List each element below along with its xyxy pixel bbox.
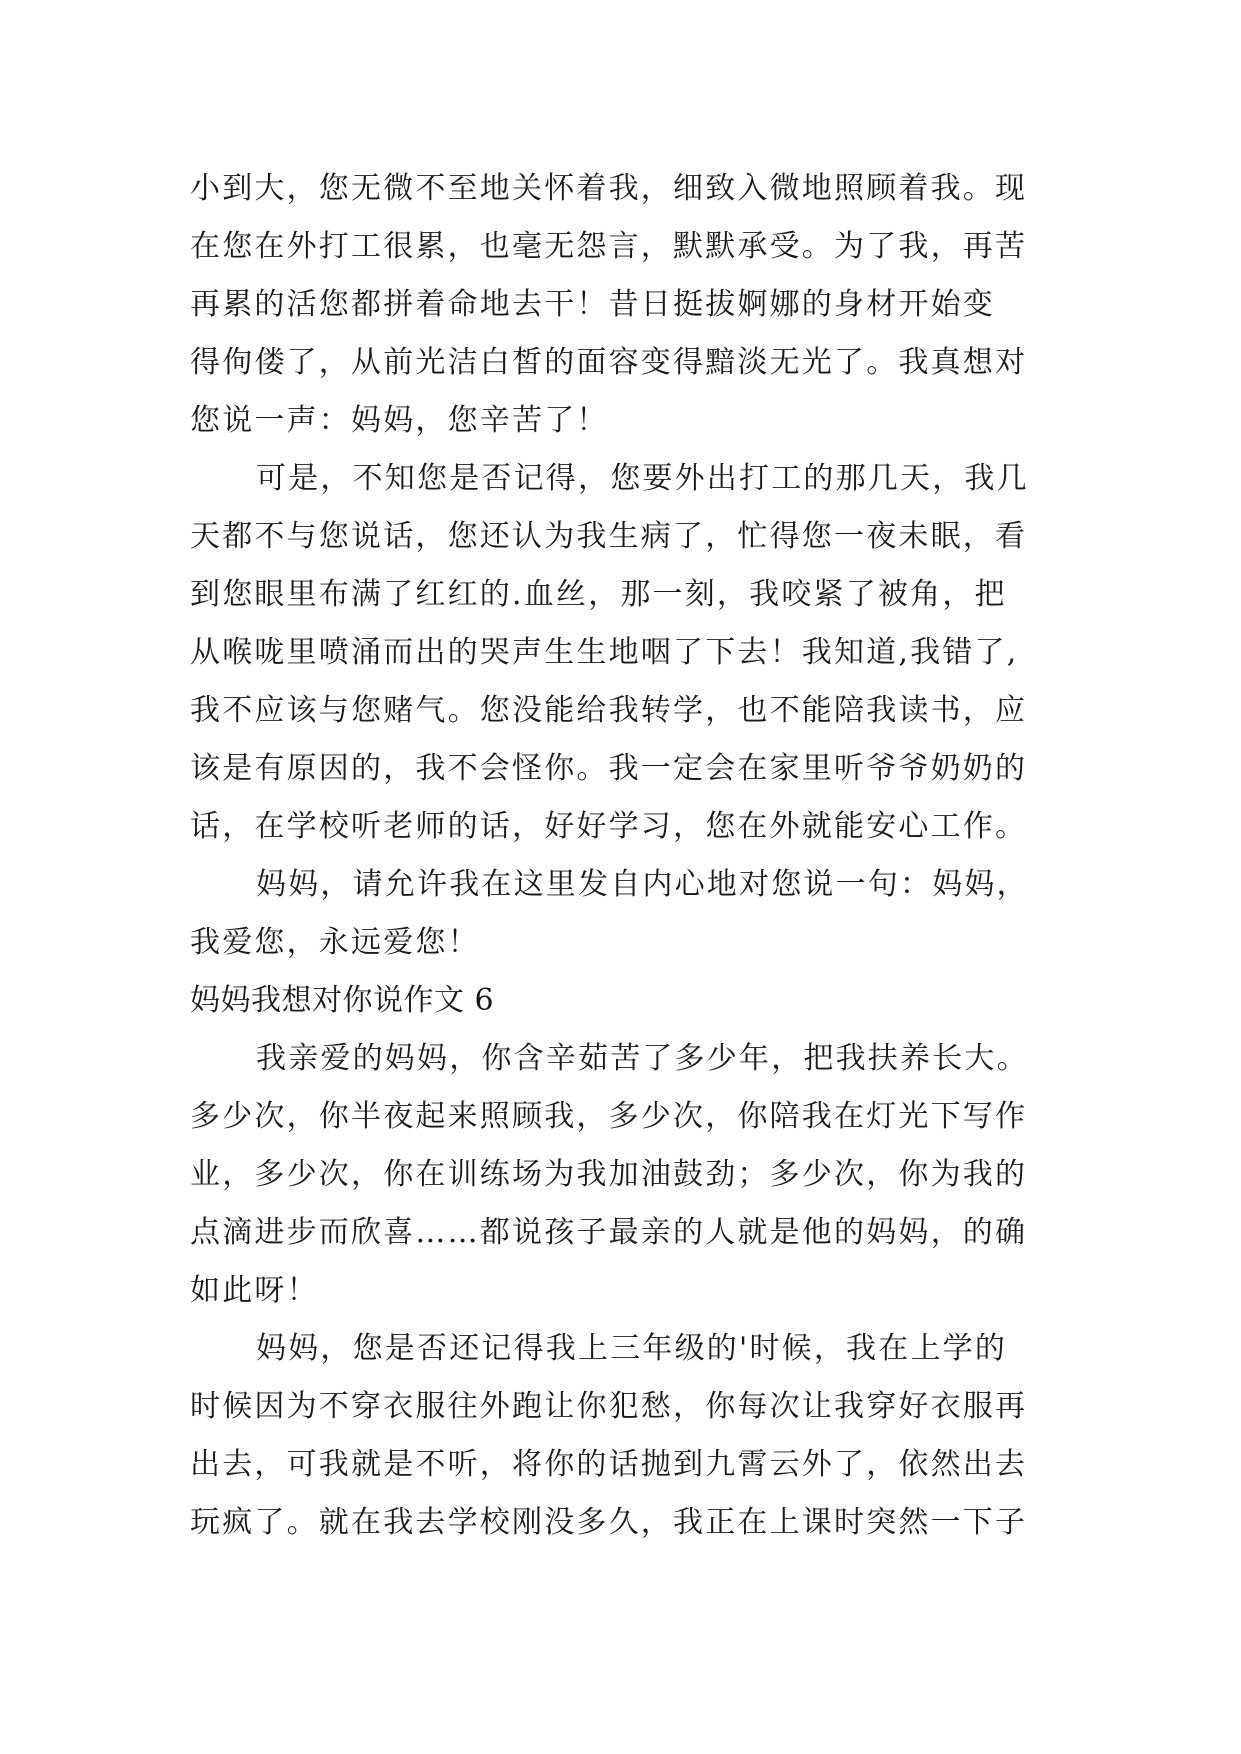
text-line: 玩疯了。就在我去学校刚没多久，我正在上课时突然一下子 [190, 1505, 1028, 1540]
text-line: 业，多少次，你在训练场为我加油鼓劲；多少次，你为我的 [190, 1157, 1028, 1192]
essay-body [190, 160, 1070, 1552]
text-line: 我不应该与您赌气。您没能给我转学，也不能陪我读书，应 [190, 693, 1028, 728]
paragraph [190, 160, 1070, 450]
paragraph [190, 1320, 1070, 1552]
text-line: 到您眼里布满了红红的.血丝，那一刻，我咬紧了被角，把 [190, 577, 1007, 612]
text-line: 出去，可我就是不听，将你的话抛到九霄云外了，依然出去 [190, 1447, 1028, 1482]
text-line: 在您在外打工很累，也毫无怨言，默默承受。为了我，再苦 [190, 229, 1028, 264]
paragraph [190, 856, 1070, 972]
text-line: 如此呀！ [190, 1273, 319, 1308]
text-line: 妈妈，您是否还记得我上三年级的'时候，我在上学的 [256, 1331, 1008, 1366]
paragraph [190, 450, 1070, 856]
text-line: 话，在学校听老师的话，好好学习，您在外就能安心工作。 [190, 809, 1028, 844]
section-title: 妈妈我想对你说作文 6 [190, 983, 495, 1018]
text-line: 您说一声：妈妈，您辛苦了！ [190, 403, 609, 438]
text-line: 我亲爱的妈妈，你含辛茹苦了多少年，把我扶养长大。 [256, 1041, 1029, 1076]
text-line: 妈妈，请允许我在这里发自内心地对您说一句：妈妈， [256, 867, 1029, 902]
text-line: 从喉咙里喷涌而出的哭声生生地咽了下去！我知道,我错了, [190, 635, 1019, 670]
text-line: 可是，不知您是否记得，您要外出打工的那几天，我几 [256, 461, 1029, 496]
text-line: 天都不与您说话，您还认为我生病了，忙得您一夜未眠，看 [190, 519, 1028, 554]
text-line: 再累的活您都拼着命地去干！昔日挺拔婀娜的身材开始变 [190, 287, 995, 322]
text-line: 得佝偻了，从前光洁白皙的面容变得黯淡无光了。我真想对 [190, 345, 1028, 380]
paragraph [190, 1030, 1070, 1320]
text-line: 小到大，您无微不至地关怀着我，细致入微地照顾着我。现 [190, 171, 1028, 206]
text-line: 时候因为不穿衣服往外跑让你犯愁，你每次让我穿好衣服再 [190, 1389, 1028, 1424]
text-line: 该是有原因的，我不会怪你。我一定会在家里听爷爷奶奶的 [190, 751, 1028, 786]
text-line: 我爱您，永远爱您！ [190, 925, 480, 960]
text-line: 多少次，你半夜起来照顾我，多少次，你陪我在灯光下写作 [190, 1099, 1028, 1134]
text-line: 点滴进步而欣喜……都说孩子最亲的人就是他的妈妈，的确 [190, 1215, 1028, 1250]
